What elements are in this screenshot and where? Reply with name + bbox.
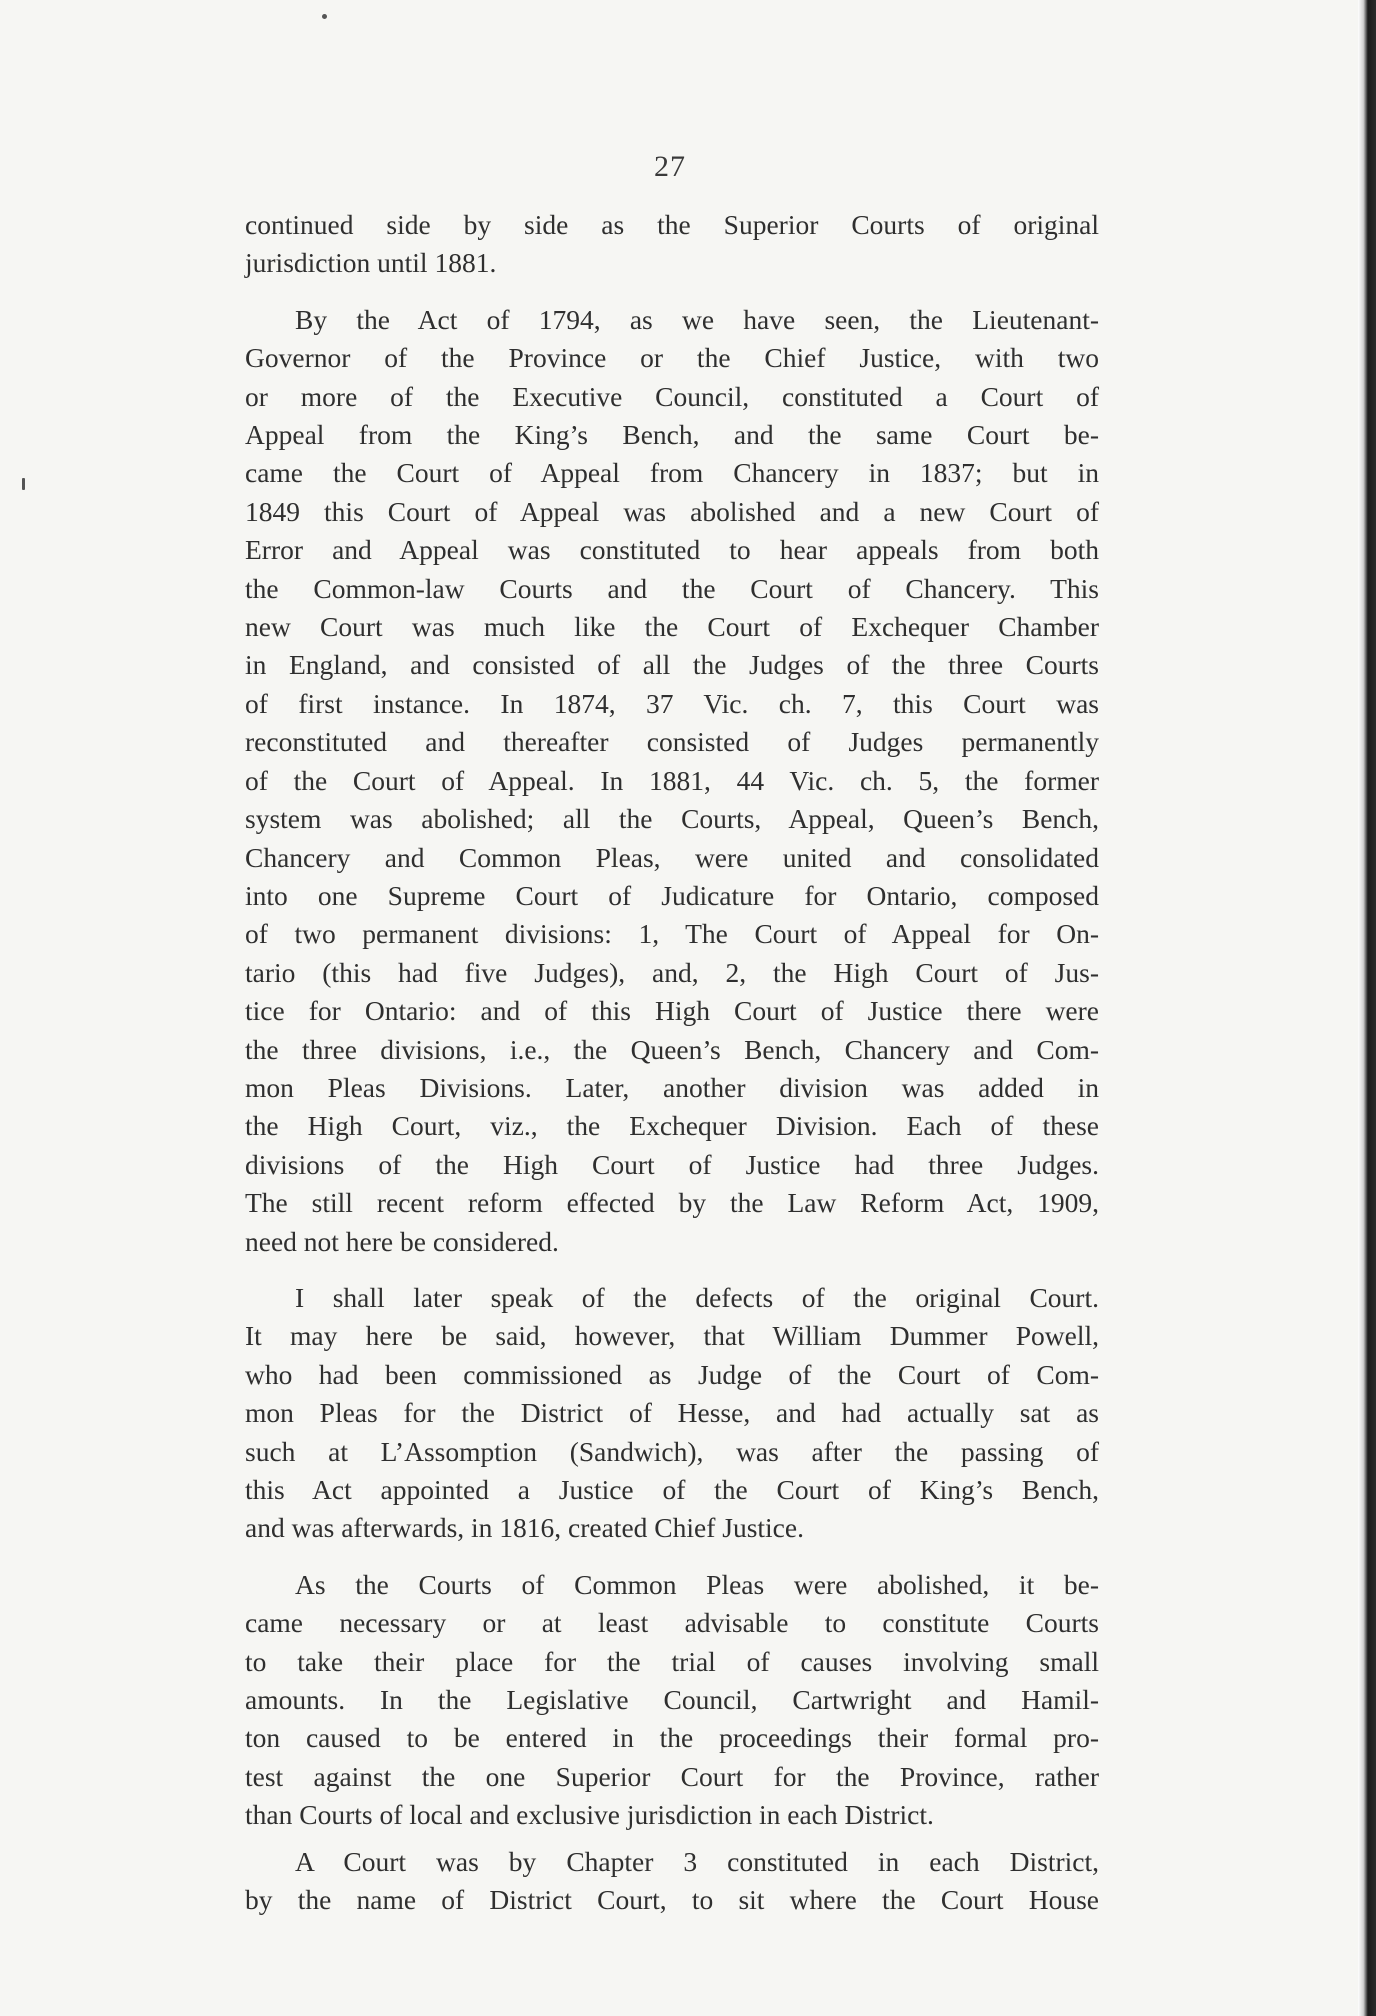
paragraph-1 — [245, 206, 1099, 283]
text-line: Appeal from the King’s Bench, and the same Court be- — [245, 419, 1099, 451]
text-line: of first instance. In 1874, 37 Vic. ch. 7, this Court was — [245, 687, 1099, 719]
text-line: By the Act of 1794, as we have seen, the Lieutenant- — [295, 303, 1099, 335]
text-line: the Common-law Courts and the Court of Chancery. This — [245, 572, 1099, 604]
text-line: this Act appointed a Justice of the Court of King’s Bench, — [245, 1474, 1099, 1505]
text-line: ton caused to be entered in the proceedings their formal pro- — [245, 1722, 1099, 1754]
text-line: tice for Ontario: and of this High Court of Justice there were — [245, 995, 1099, 1027]
text-line: of the Court of Appeal. In 1881, 44 Vic. ch. 5, the former — [245, 764, 1099, 796]
page-edge-shadow — [1358, 0, 1376, 2016]
text-line: new Court was much like the Court of Exchequer Chamber — [245, 611, 1099, 643]
page-speck — [22, 478, 25, 490]
page-number: 27 — [654, 150, 686, 183]
text-line: Governor of the Province or the Chief Justice, with two — [245, 342, 1099, 374]
text-line: It may here be said, however, that William Dummer Powell, — [245, 1320, 1099, 1352]
text-line: system was abolished; all the Courts, Appeal, Queen’s Bench, — [245, 803, 1099, 835]
text-line: than Courts of local and exclusive jurisdiction in each District. — [245, 1799, 934, 1831]
text-line: the three divisions, i.e., the Queen’s Bench, Chancery and Com- — [245, 1033, 1099, 1065]
text-line: test against the one Superior Court for the Province, rather — [245, 1760, 1099, 1792]
text-line: As the Courts of Common Pleas were abolished, it be- — [295, 1568, 1099, 1600]
text-line: of two permanent divisions: 1, The Court of Appeal for On- — [245, 918, 1099, 950]
text-line: into one Supreme Court of Judicature for Ontario, composed — [245, 879, 1099, 911]
text-line: amounts. In the Legislative Council, Cartwright and Hamil- — [245, 1684, 1099, 1716]
text-line: Chancery and Common Pleas, were united and consolidated — [245, 841, 1099, 873]
text-line: who had been commissioned as Judge of the Court of Com- — [245, 1358, 1099, 1390]
text-line: 1849 this Court of Appeal was abolished and a new Court of — [245, 495, 1099, 527]
text-line: and was afterwards, in 1816, created Chief Justice. — [245, 1512, 804, 1544]
text-line: jurisdiction until 1881. — [245, 247, 497, 279]
paragraph-5 — [245, 1843, 1099, 1920]
text-line: in England, and consisted of all the Judges of the three Courts — [245, 649, 1099, 681]
text-line: came necessary or at least advisable to constitute Courts — [245, 1607, 1099, 1639]
text-line: the High Court, viz., the Exchequer Division. Each of these — [245, 1110, 1099, 1142]
text-line: reconstituted and thereafter consisted of Judges permanently — [245, 726, 1099, 758]
text-line: divisions of the High Court of Justice had three Judges. — [245, 1148, 1099, 1180]
text-line: The still recent reform effected by the Law Reform Act, 1909, — [245, 1187, 1099, 1219]
text-line: to take their place for the trial of causes involving small — [245, 1645, 1099, 1677]
text-line: tario (this had five Judges), and, 2, the High Court of Jus- — [245, 956, 1099, 988]
text-line: continued side by side as the Superior Courts of original — [245, 209, 1099, 240]
text-line: mon Pleas for the District of Hesse, and had actually sat as — [245, 1397, 1099, 1429]
text-line: I shall later speak of the defects of the original Court. — [295, 1281, 1099, 1313]
text-line: came the Court of Appeal from Chancery in 1837; but in — [245, 457, 1099, 489]
body-text — [245, 206, 1099, 1919]
paragraph-2 — [245, 301, 1099, 1261]
text-line: need not here be considered. — [245, 1225, 559, 1257]
paragraph-4 — [245, 1566, 1099, 1835]
text-line: Error and Appeal was constituted to hear appeals from both — [245, 534, 1099, 566]
text-line: such at L’Assomption (Sandwich), was after the passing of — [245, 1435, 1099, 1467]
page-speck — [322, 14, 327, 19]
paragraph-3 — [245, 1279, 1099, 1548]
text-line: mon Pleas Divisions. Later, another division was added in — [245, 1071, 1099, 1103]
text-line: or more of the Executive Council, constituted a Court of — [245, 380, 1099, 412]
text-line: by the name of District Court, to sit where the Court House — [245, 1884, 1099, 1916]
text-line: A Court was by Chapter 3 constituted in each District, — [295, 1845, 1099, 1877]
